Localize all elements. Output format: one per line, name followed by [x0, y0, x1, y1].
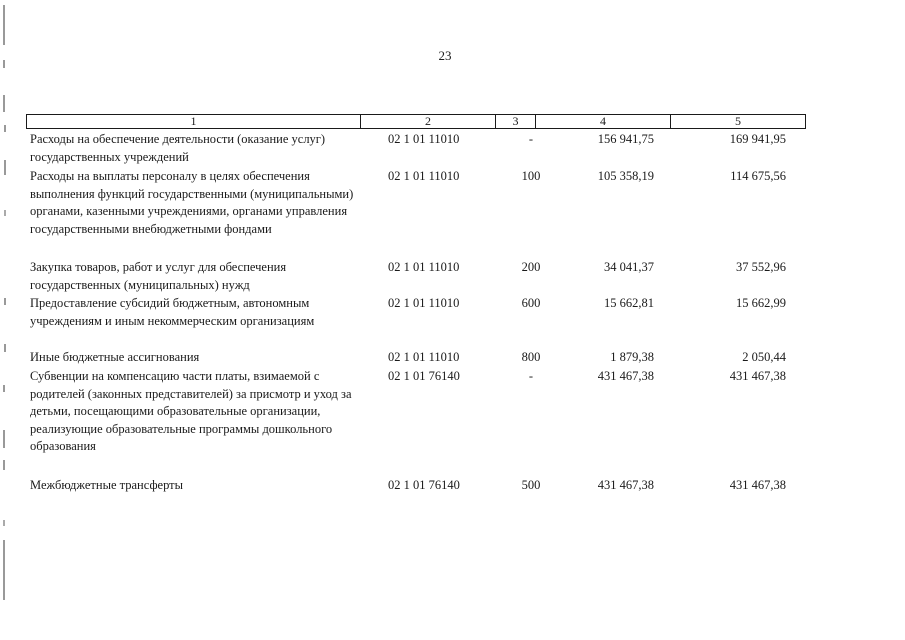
row-sum-2: 169 941,95 — [729, 132, 786, 146]
row-type: 800 — [521, 350, 541, 364]
row-sum-2: 37 552,96 — [736, 260, 786, 274]
table-header-row — [26, 114, 806, 129]
row-sum-2: 2 050,44 — [742, 350, 786, 364]
row-name: Межбюджетные трансферты — [30, 478, 184, 492]
header-col-5: 5 — [735, 114, 741, 128]
row-sum-1: 1 879,38 — [610, 350, 654, 364]
row-type: - — [528, 369, 534, 383]
scan-edge-marks — [0, 0, 12, 640]
row-sum-2: 431 467,38 — [729, 478, 786, 492]
row-type: 500 — [521, 478, 541, 492]
row-name: Субвенции на компенсацию части платы, взимаемой с родителей (законных представителей) за присмотр и уход за детьми, посещающими образовательные организации, реализующие образовательные программы дошкольного образования — [30, 369, 352, 453]
row-code: 02 1 01 76140 — [388, 369, 460, 383]
header-col-4: 4 — [536, 115, 671, 128]
header-col-2: 2 — [361, 115, 496, 128]
row-type: 100 — [521, 169, 541, 183]
row-sum-2: 15 662,99 — [736, 296, 786, 310]
row-code: 02 1 01 11010 — [388, 350, 460, 364]
header-col-3: 3 — [496, 115, 536, 128]
row-name: Закупка товаров, работ и услуг для обеспечения государственных (муниципальных) нужд — [30, 260, 287, 292]
row-code: 02 1 01 76140 — [388, 478, 460, 492]
row-name: Расходы на обеспечение деятельности (оказание услуг) государственных учреждений — [30, 132, 326, 164]
page-number: 23 — [438, 48, 452, 63]
row-code: 02 1 01 11010 — [388, 132, 460, 146]
row-name: Расходы на выплаты персоналу в целях обеспечения выполнения функций государственными (муниципальными) органами, казенными учреждениями, органами управления государственными внебюджетными фондами — [30, 169, 354, 236]
row-sum-1: 431 467,38 — [597, 369, 654, 383]
row-code: 02 1 01 11010 — [388, 296, 460, 310]
row-sum-1: 34 041,37 — [604, 260, 654, 274]
row-sum-1: 431 467,38 — [597, 478, 654, 492]
header-col-1: 1 — [27, 115, 361, 128]
row-type: 600 — [521, 296, 541, 310]
row-name: Иные бюджетные ассигнования — [30, 350, 200, 364]
row-type: 200 — [521, 260, 541, 274]
row-code: 02 1 01 11010 — [388, 260, 460, 274]
row-code: 02 1 01 11010 — [388, 169, 460, 183]
row-type: - — [528, 132, 534, 146]
row-name: Предоставление субсидий бюджетным, автономным учреждениям и иным некоммерческим организациям — [30, 296, 315, 328]
row-sum-1: 15 662,81 — [604, 296, 654, 310]
row-sum-1: 156 941,75 — [597, 132, 654, 146]
row-sum-1: 105 358,19 — [597, 169, 654, 183]
row-sum-2: 431 467,38 — [729, 369, 786, 383]
row-sum-2: 114 675,56 — [730, 169, 786, 183]
